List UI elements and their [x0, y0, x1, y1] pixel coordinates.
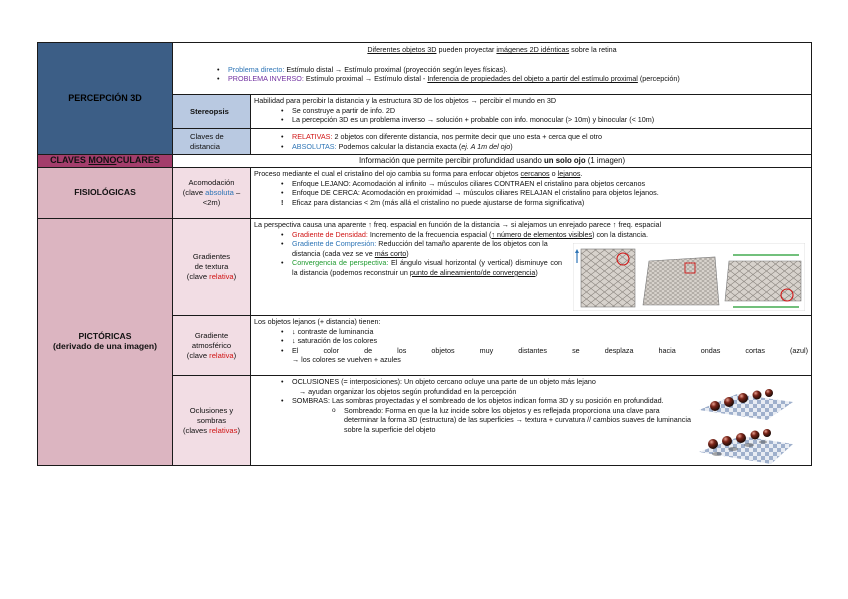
physiological-title: FISIOLÓGICAS [38, 168, 173, 219]
texture-label: Gradientes de textura (clave relativa) [173, 219, 251, 316]
relative-cue: • RELATIVAS: 2 objetos con diferente distancia, nos permite decir que uno esta + cerca que el otro [292, 132, 808, 142]
shading-item: o Sombreado: Forma en que la luz incide sobre los objetos y es reflejada proporciona una clave para determinar la forma 3D (estructura) de las superficies → textura + curvatura // cambios suaves de luminancia sobre la superficie del objeto [344, 406, 694, 435]
shadow-item: • SOMBRAS: Las sombras proyectadas y el sombreado de los objetos indican forma 3D y su posición en profundidad. [292, 396, 692, 406]
compression-item: • Gradiente de Compresión: Reducción del tamaño aparente de los objetos con la distancia (cada vez se ve más corto) [292, 239, 562, 258]
monocular-info: Información que permite percibir profundidad usando un solo ojo (1 imagen) [173, 155, 812, 168]
problem-list [176, 65, 808, 84]
atmospheric-cell [251, 316, 812, 376]
atmospheric-label: Gradiente atmosférico (clave relativa) [173, 316, 251, 376]
stereopsis-label: Stereopsis [173, 95, 251, 129]
shadow-list [254, 396, 692, 406]
density-item: • Gradiente de Densidad: Incremento de la frecuencia espacial (↑ número de elementos visibles) con la distancia. [292, 230, 808, 240]
accommodation-intro: Proceso mediante el cual el cristalino del ojo cambia su forma para enfocar objetos cercanos o lejanos. [254, 169, 583, 178]
depth-cues-cell [251, 129, 812, 155]
list-item: • La percepción 3D es un problema inverso → solución + probable con info. monocular (> 10m) y binocular (< 10m) [292, 115, 808, 125]
atmospheric-arrow-line: → los colores se vuelven + azules [292, 355, 401, 365]
texture-intro: La perspectiva causa una aparente ↑ freq. espacial en función de la distancia → si alejamos un enrejado parece ↑ freq. espacial [254, 220, 662, 229]
warning-item: ! Eficaz para distancias < 2m (más allá el cristalino no puede ajustarse de forma significativa) [292, 198, 808, 208]
inverse-problem: • PROBLEMA INVERSO: Estímulo proximal → Estímulo distal - Inferencia de propiedades del objeto a partir del estímulo proximal (percepción) [228, 74, 808, 84]
pictorial-title: PICTÓRICAS (derivado de una imagen) [38, 219, 173, 466]
accommodation-label: Acomodación (clave absoluta – <2m) [173, 168, 251, 219]
monocular-title: CLAVES MONOCULARES [38, 155, 173, 168]
atmospheric-list [254, 327, 808, 356]
list-item: • Enfoque LEJANO: Acomodación al infinito → músculos ciliares CONTRAEN el cristalino para objetos cercanos [292, 179, 808, 189]
shading-list [254, 406, 694, 435]
list-item: • ↓ saturación de los colores [292, 336, 808, 346]
depth-cues-label: Claves de distancia [173, 129, 251, 155]
occlusion-label: Oclusiones y sombras (claves relativas) [173, 376, 251, 466]
occlusion-arrow: → ayudan organizar los objetos según profundidad en la percepción [299, 386, 517, 396]
convergence-item: • Convergencia de perspectiva: El ángulo visual horizontal (y vertical) disminuye con la distancia (podemos reconstruir un punto de alineamiento/de convergencia) [292, 258, 562, 277]
occlusion-cell [251, 376, 812, 466]
occlusion-item: • OCLUSIONES (= interposiciones): Un objeto cercano ocluye una parte de un objeto más lejano [292, 377, 692, 387]
texture-gradient-illustration [573, 243, 805, 311]
accommodation-list [254, 179, 808, 208]
accommodation-cell [251, 168, 812, 219]
list-item: • ↓ contraste de luminancia [292, 327, 808, 337]
occlusion-spheres-illustration [697, 380, 793, 420]
list-item: • Enfoque DE CERCA: Acomodación en proximidad → músculos ciliares RELAJAN el cristalino para objetos lejanos. [292, 188, 808, 198]
direct-problem: • Problema directo: Estímulo distal → Estímulo proximal (proyección según leyes físicas). [228, 65, 808, 75]
occlusion-list [254, 377, 692, 387]
percepcion-3d-title: PERCEPCIÓN 3D [38, 43, 173, 155]
depth-cues-list [254, 132, 808, 151]
stereopsis-list [254, 106, 808, 125]
stereopsis-line: Habilidad para percibir la distancia y la estructura 3D de los objetos → percibir el mundo en 3D [254, 96, 557, 105]
list-item: • El color de los objetos muy distantes se desplaza hacia ondas cortas (azul) [292, 346, 808, 356]
shadow-spheres-illustration [697, 424, 793, 464]
absolute-cue: • ABSOLUTAS: Podemos calcular la distancia exacta (ej. A 1m del ojo) [292, 142, 808, 152]
atmospheric-intro: Los objetos lejanos (+ distancia) tienen: [254, 317, 381, 326]
texture-cell [251, 219, 812, 316]
intro-line: Diferentes objetos 3D pueden proyectar imágenes 2D idénticas sobre la retina [367, 45, 617, 54]
perception-table [37, 42, 812, 466]
intro-cell [173, 43, 812, 95]
list-item: • Se construye a partir de info. 2D [292, 106, 808, 116]
stereopsis-cell [251, 95, 812, 129]
